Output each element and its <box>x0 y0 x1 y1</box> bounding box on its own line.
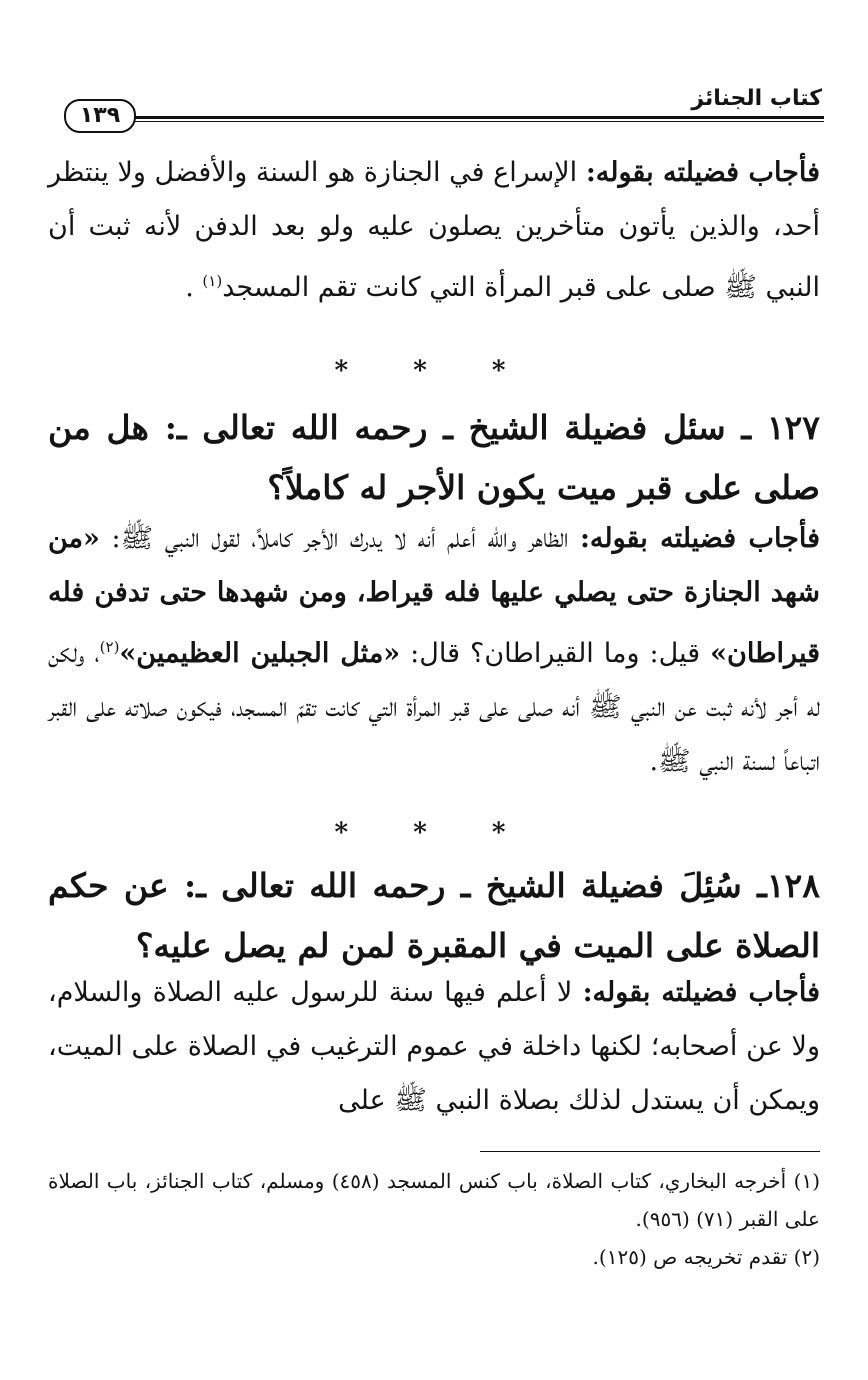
footnote-2: (٢) تقدم تخريجه ص (١٢٥). <box>592 1245 820 1269</box>
paragraph-end: . <box>185 272 203 303</box>
answer-lead: فأجاب فضيلته بقوله: <box>585 157 820 188</box>
question-128-text: ١٢٨ـ سُئِلَ فضيلة الشيخ ـ رحمه الله تعالى ـ: عن حكم الصلاة على الميت في المقبرة لمن لم يصل عليه؟ <box>48 866 820 965</box>
answer-128-text: لا أعلم فيها سنة للرسول عليه الصلاة والسلام، ولا عن أصحابه؛ لكنها داخلة في عموم الترغيب في الصلاة على الميت، ويمكن أن يستدل لذلك بصلاة النبي ﷺ على <box>48 977 820 1116</box>
footnote-1: (١) أخرجه البخاري، كتاب الصلاة، باب كنس المسجد (٤٥٨) ومسلم، كتاب الجنائز، باب الصلاة على القبر (٧١) (٩٥٦). <box>48 1169 820 1231</box>
header-rule-thin <box>120 121 824 122</box>
paragraph-1-body <box>48 146 820 315</box>
footnote-rule <box>480 1151 820 1152</box>
footnotes <box>48 1162 820 1276</box>
paragraph-text: الإسراع في الجنازة هو السنة والأفضل ولا ينتظر أحد، والذين يأتون متأخرين يصلون عليه ولو بعد الدفن لأنه ثبت أن النبي ﷺ صلى على قبر المرأة التي كانت تقم المسجد <box>48 157 820 303</box>
footnote-ref-1: (١) <box>202 272 223 290</box>
answer-128-body <box>48 966 820 1128</box>
answer-text-a: الظاهر والله أعلم أنه لا يدرك الأجر كاملاً، لقول النبي ﷺ: <box>99 523 580 554</box>
question-127-text: ١٢٧ ـ سئل فضيلة الشيخ ـ رحمه الله تعالى ـ: هل من صلى على قبر ميت يكون الأجر له كاملاً؟ <box>48 408 820 507</box>
answer-127-body <box>48 512 820 789</box>
question-127 <box>48 398 820 518</box>
answer-127 <box>48 512 820 789</box>
page-number: ١٣٩ <box>64 99 136 133</box>
running-head: كتاب الجنائز <box>691 86 822 111</box>
answer-lead: فأجاب فضيلته بقوله: <box>582 977 820 1008</box>
answer-text-c: ، ولكن له أجر لأنه ثبت عن النبي ﷺ أنه صلى على قبر المرأة التي كانت تقمّ المسجد، فيكون صلاته على القبر اتباعاً لسنة النبي ﷺ. <box>48 638 820 777</box>
separator-1: * * * <box>334 356 534 386</box>
answer-text-b: قيل: وما القيراطان؟ قال: <box>400 638 711 669</box>
separator-2: * * * <box>334 818 534 848</box>
paragraph-1 <box>48 146 820 315</box>
footnote-ref-2: (٢) <box>99 638 120 656</box>
answer-128 <box>48 966 820 1128</box>
answer-lead: فأجاب فضيلته بقوله: <box>579 523 821 554</box>
header-rule <box>120 116 824 119</box>
hadith-quote-b: «مثل الجبلين العظيمين» <box>119 638 401 669</box>
question-128 <box>48 856 820 976</box>
hadith-quote-a: «من شهد الجنازة حتى يصلي عليها فله قيراط، ومن شهدها حتى تدفن فله قيراطان» <box>48 523 820 669</box>
